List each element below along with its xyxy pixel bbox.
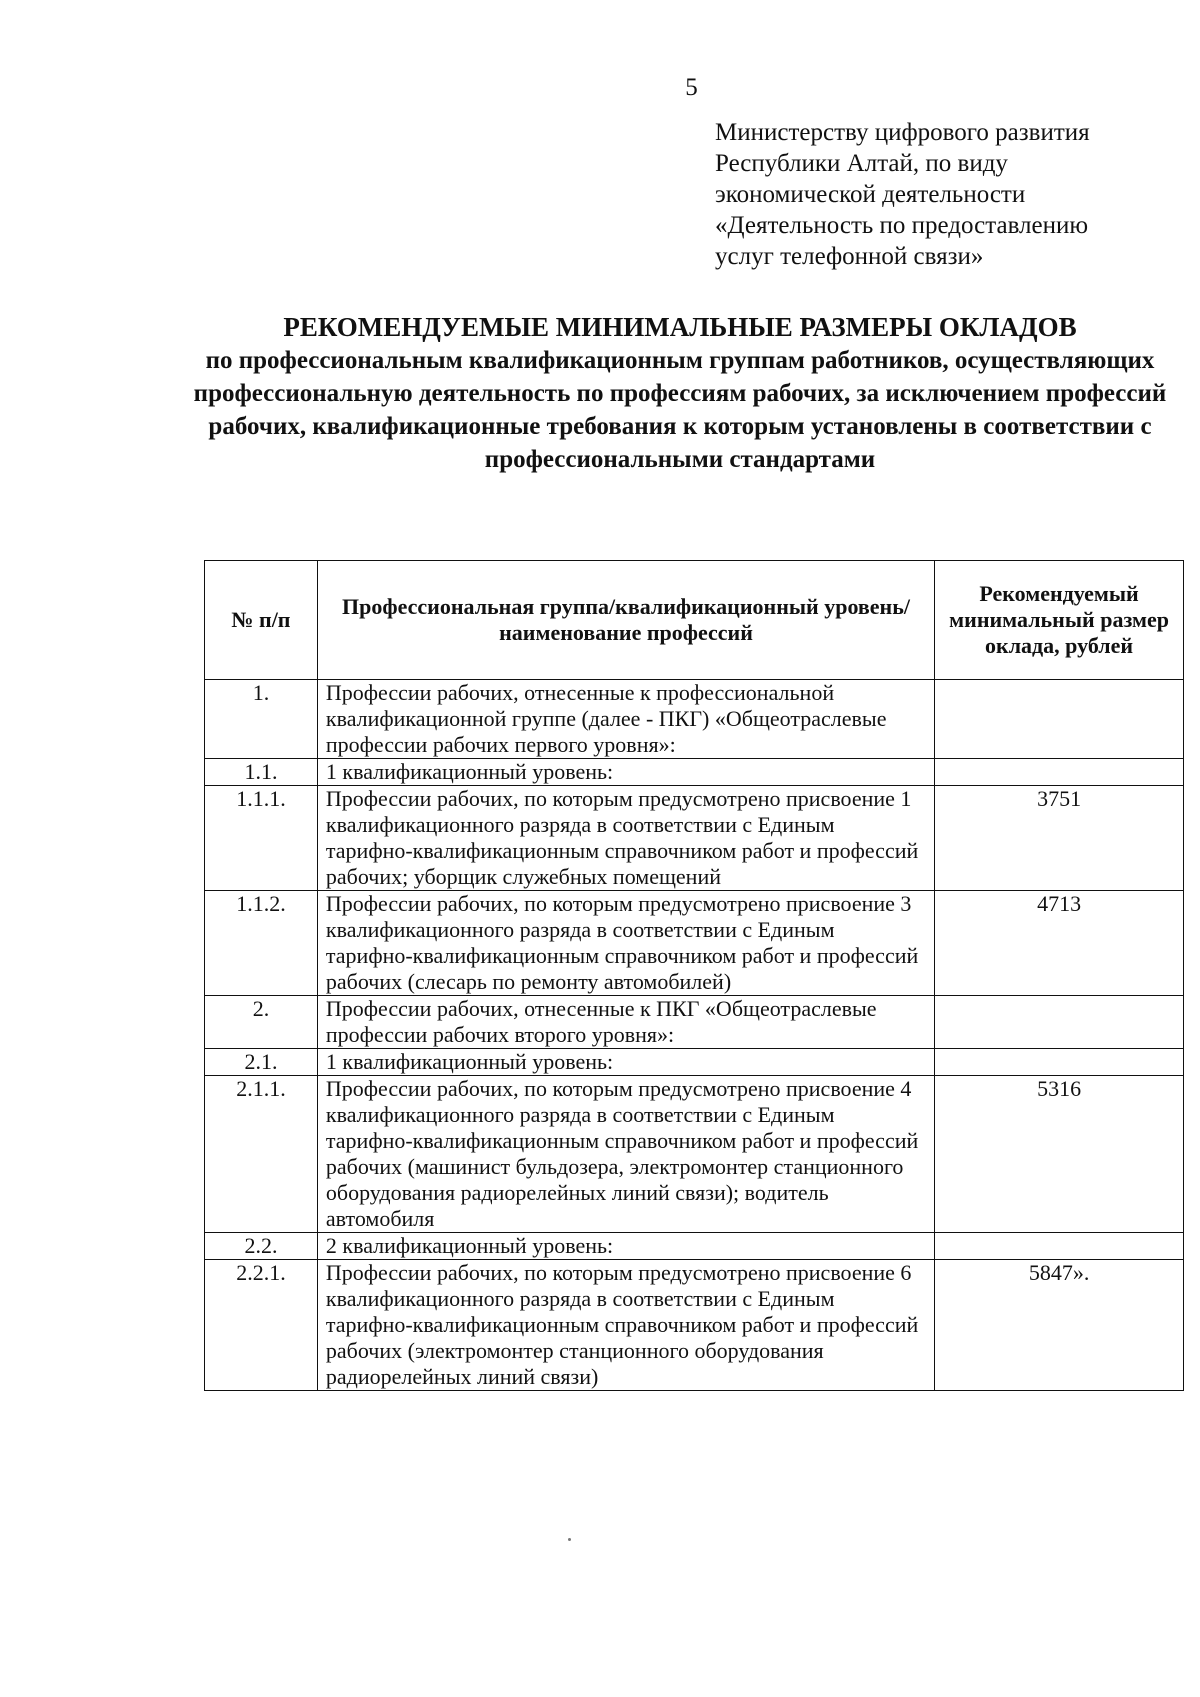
title-main: РЕКОМЕНДУЕМЫЕ МИНИМАЛЬНЫЕ РАЗМЕРЫ ОКЛАДОВ (283, 312, 1077, 342)
table-row (205, 680, 1184, 759)
header-profession: Профессиональная группа/квалификационный уровень/ наименование профессий (317, 561, 934, 680)
row-salary: 5316 (935, 1076, 1184, 1233)
table-row (205, 891, 1184, 996)
title-subtitle: по профессиональным квалификационным группам работников, осуществляющих профессиональную деятельность по профессиям рабочих, за исключением профессий рабочих, квалификационные требования к которым установлены в соответствии с профессиональными стандартами (193, 347, 1167, 473)
row-number: 1. (205, 680, 318, 759)
table-row (205, 1076, 1184, 1233)
row-salary (935, 996, 1184, 1049)
table-row (205, 1049, 1184, 1076)
row-salary (935, 1049, 1184, 1076)
row-profession: Профессии рабочих, по которым предусмотрено присвоение 3 квалификационного разряда в соответствии с Единым тарифно-квалификационным справочником работ и профессий рабочих (слесарь по ремонту автомобилей) (317, 891, 934, 996)
header-number: № п/п (205, 561, 318, 680)
row-number: 1.1.2. (205, 891, 318, 996)
row-salary (935, 759, 1184, 786)
table-header-row (205, 561, 1184, 680)
scan-speck (568, 1538, 571, 1541)
row-profession: Профессии рабочих, по которым предусмотрено присвоение 4 квалификационного разряда в соответствии с Единым тарифно-квалификационным справочником работ и профессий рабочих (машинист бульдозера, электромонтер станционного оборудования радиорелейных линий связи); водитель автомобиля (317, 1076, 934, 1233)
row-salary (935, 1233, 1184, 1260)
row-number: 1.1.1. (205, 786, 318, 891)
table-row (205, 786, 1184, 891)
table-row (205, 1233, 1184, 1260)
row-number: 2.2.1. (205, 1260, 318, 1391)
row-profession: 1 квалификационный уровень: (317, 759, 934, 786)
addressee-block: Министерству цифрового развития Республики Алтай, по виду экономической деятельности «Деятельность по предоставлению услуг телефонной связи» (715, 119, 1090, 270)
page-number: 5 (685, 74, 698, 101)
row-number: 2.1. (205, 1049, 318, 1076)
row-number: 2.2. (205, 1233, 318, 1260)
salary-table (204, 560, 1184, 1391)
row-profession: Профессии рабочих, отнесенные к профессиональной квалификационной группе (далее - ПКГ) «Общеотраслевые профессии рабочих первого уровня»: (317, 680, 934, 759)
row-profession: 1 квалификационный уровень: (317, 1049, 934, 1076)
row-salary: 3751 (935, 786, 1184, 891)
row-number: 2. (205, 996, 318, 1049)
row-profession: Профессии рабочих, по которым предусмотрено присвоение 1 квалификационного разряда в соответствии с Единым тарифно-квалификационным справочником работ и профессий рабочих; уборщик служебных помещений (317, 786, 934, 891)
row-profession: Профессии рабочих, по которым предусмотрено присвоение 6 квалификационного разряда в соответствии с Единым тарифно-квалификационным справочником работ и профессий рабочих (электромонтер станционного оборудования радиорелейных линий связи) (317, 1260, 934, 1391)
row-number: 1.1. (205, 759, 318, 786)
row-salary: 5847». (935, 1260, 1184, 1391)
table-row (205, 1260, 1184, 1391)
row-salary (935, 680, 1184, 759)
row-profession: 2 квалификационный уровень: (317, 1233, 934, 1260)
row-salary: 4713 (935, 891, 1184, 996)
row-number: 2.1.1. (205, 1076, 318, 1233)
row-profession: Профессии рабочих, отнесенные к ПКГ «Общеотраслевые профессии рабочих второго уровня»: (317, 996, 934, 1049)
header-salary: Рекомендуемый минимальный размер оклада, рублей (935, 561, 1184, 680)
table-row (205, 759, 1184, 786)
document-title (180, 311, 1180, 476)
table-row (205, 996, 1184, 1049)
